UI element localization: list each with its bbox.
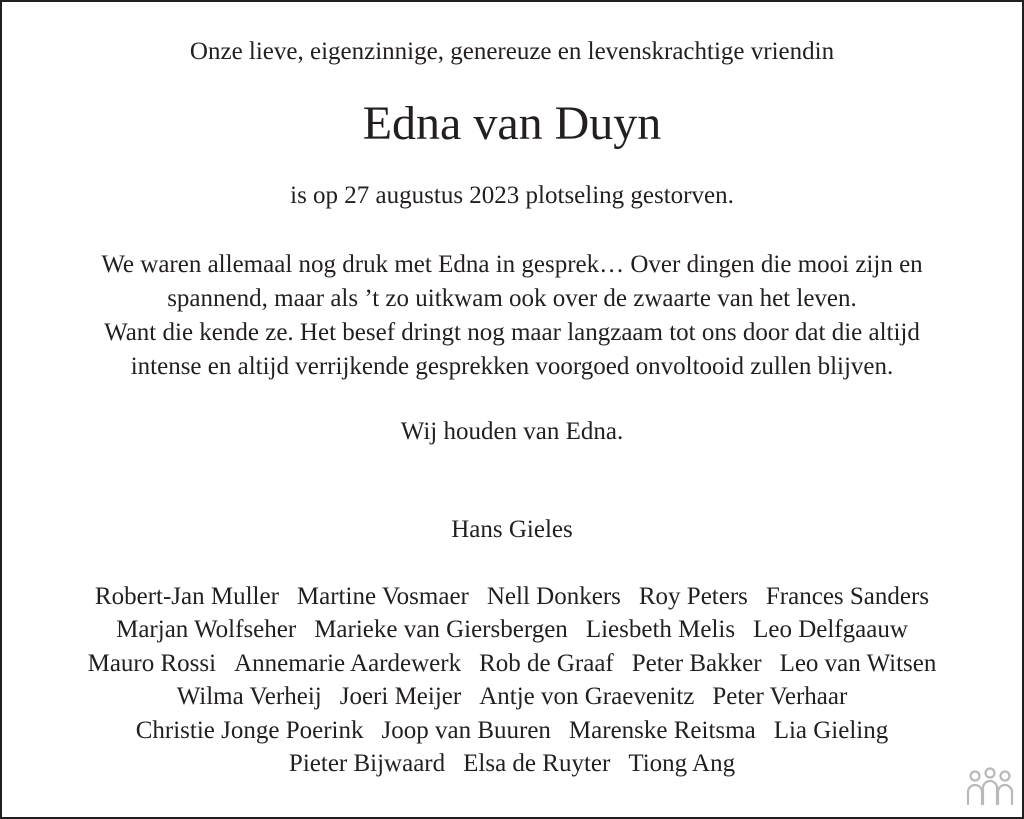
deceased-name: Edna van Duyn [362, 97, 662, 150]
body-paragraph [2, 248, 1022, 384]
mourner-name: Nell Donkers [486, 583, 621, 610]
body-line: intense en altijd verrijkende gesprekken voorgoed onvoltooid zullen blijven. [130, 353, 894, 380]
mourner-name: Peter Verhaar [712, 683, 848, 711]
mourner-name: Peter Bakker [631, 649, 762, 677]
mourner-name: Elsa de Ruyter [463, 750, 611, 778]
mourner-name: Marjan Wolfseher [116, 616, 297, 644]
mourner-name: Antje von Graevenitz [479, 683, 695, 711]
intro-line: Onze lieve, eigenzinnige, genereuze en levenskrachtige vriendin [189, 38, 835, 65]
body-line: Want die kende ze. Het besef dringt nog maar langzaam tot ons door dat die altijd [104, 319, 920, 346]
mourner-name: Christie Jonge Poerink [135, 716, 364, 744]
mourners-list [2, 580, 1022, 780]
mourner-name: Joop van Buuren [381, 716, 551, 744]
mourner-name: Mauro Rossi [87, 649, 217, 677]
mourners-row [2, 714, 1022, 747]
mourners-row [2, 647, 1022, 680]
body-line: spannend, maar als ’t zo uitkwam ook over de zwaarte van het leven. [167, 285, 857, 312]
signer-name: Hans Gieles [451, 516, 573, 543]
mourner-name: Annemarie Aardewerk [234, 649, 462, 677]
mourner-name: Martine Vosmaer [296, 583, 469, 610]
mourner-name: Roy Peters [638, 583, 748, 610]
mourner-name: Leo van Witsen [779, 649, 937, 677]
date-line: is op 27 augustus 2023 plotseling gestorven. [290, 182, 734, 209]
mourner-name: Lia Gieling [773, 716, 889, 744]
mourners-row [2, 613, 1022, 646]
closing-line: Wij houden van Edna. [400, 418, 624, 445]
mourners-row [2, 580, 1022, 613]
mourner-name: Pieter Bijwaard [288, 750, 446, 778]
people-group-icon [965, 766, 1015, 806]
mourners-row [2, 680, 1022, 713]
mourner-name: Wilma Verheij [176, 683, 322, 711]
mourner-name: Leo Delfgaauw [753, 616, 908, 644]
mourner-name: Frances Sanders [765, 583, 930, 610]
mourner-name: Robert-Jan Muller [94, 583, 279, 610]
mourner-name: Liesbeth Melis [585, 616, 736, 644]
mourners-row [2, 747, 1022, 780]
mourner-name: Tiong Ang [628, 750, 736, 778]
mourner-name: Joeri Meijer [339, 683, 462, 711]
mourner-name: Marenske Reitsma [568, 716, 756, 744]
body-line: We waren allemaal nog druk met Edna in gesprek… Over dingen die mooi zijn en [101, 251, 923, 278]
mourner-name: Marieke van Giersbergen [314, 616, 568, 644]
mourner-name: Rob de Graaf [479, 649, 614, 677]
